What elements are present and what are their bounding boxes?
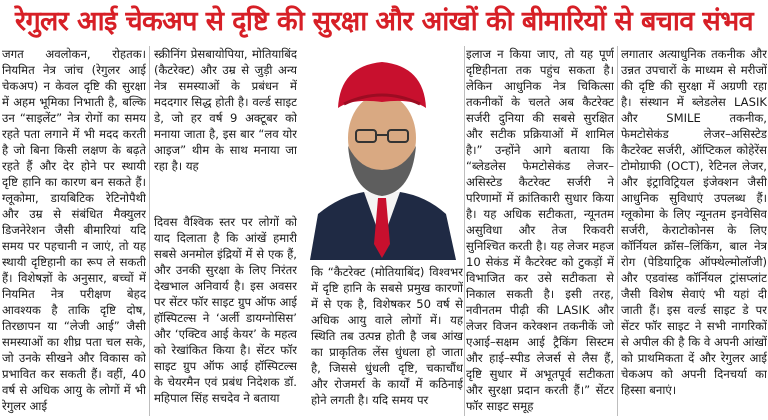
- article-paragraph: इलाज न किया जाए, तो यह पूर्ण दृष्टिहीनता तक पहुंच सकता है। लेकिन आधुनिक नेत्र चिकित्सा तकनीकों के चलते अब कैटरेक्ट सर्जरी दुनिया की सबसे सुरक्षित और सटीक प्रक्रियाओं में शामिल है।” उन्होंने आगे बताया कि “ब्लेडलेस फेमटोसेकंड लेजर–असिस्टेड कैटरेक्ट सर्जरी ने परिणामों में क्रांतिकारी सुधार किया है। यह अधिक सटीकता, न्यूनतम असुविधा और तेज रिकवरी सुनिश्चित करती है। यह लेजर महज 10 सेकंड में कैटरेक्ट को टुकड़ों में विभाजित कर उसे सटीकता से निकाल सकती है। इसी तरह, नवीनतम पीढ़ी की LASIK और लेजर विजन करेक्शन तकनीकें जो एआई–सक्षम आई ट्रैकिंग सिस्टम और हाई–स्पीड लेजर्स से लैस हैं, दृष्टि सुधार में अभूतपूर्व सटीकता और सुरक्षा प्रदान करती हैं।” सेंटर फॉर साइट समूह: [466, 47, 614, 413]
- article-paragraph: दिवस वैश्विक स्तर पर लोगों को याद दिलाता है कि आंखें हमारी सबसे अनमोल इंद्रियों में से एक हैं, और उनकी सुरक्षा के लिए निरंतर देखभाल अनिवार्य है। इस अवसर पर सेंटर फॉर साइट ग्रुप ऑफ आई हॉस्पिटल्स ने ‘अर्ली डायग्नोसिस’ और ‘एक्टिव आई केयर’ के महत्व को रेखांकित किया है। सेंटर फॉर साइट ग्रुप ऑफ आई हॉस्पिटल्स के चेयरमैन एवं प्रबंध निदेशक डॉ. महिपाल सिंह सचदेव ने बताया: [154, 215, 297, 405]
- column-divider: [464, 46, 465, 416]
- article-paragraph: कि “कैटरेक्ट (मोतियाबिंद) विश्वभर में दृष्टि हानि के सबसे प्रमुख कारणों में से एक है, विशेषकर 50 वर्ष से अधिक आयु वाले लोगों में। यह स्थिति तब उत्पन्न होती है जब आंख का प्राकृतिक लेंस धुंधला हो जाता है, जिससे धुंधली दृष्टि, चकाचौंध और रोजमर्रा के कार्यों में कठिनाई होने लगती है। यदि समय पर: [311, 265, 463, 407]
- column-divider: [617, 46, 618, 416]
- column-divider: [149, 46, 150, 416]
- article-column-4: [466, 46, 614, 420]
- article-column-3: [311, 264, 463, 420]
- portrait-illustration: [300, 46, 463, 260]
- article-paragraph: जगत अवलोकन, रोहतक। नियमित नेत्र जांच (रेगुलर आई चेकअप) न केवल दृष्टि की सुरक्षा में अहम भूमिका निभाती है, बल्कि उन “साइलेंट” नेत्र रोगों का समय रहते पता लगाने में भी मदद करती है जो बिना किसी लक्षण के बढ़ते रहते हैं और देर होने पर स्थायी दृष्टि हानि का कारण बन सकते हैं। ग्लूकोमा, डायबिटिक रेटिनोपैथी और उम्र से संबंधित मैक्युलर डिजनेरेशन जैसी बीमारियां यदि समय पर पहचानी न जाएं, तो यह स्थायी दृष्टिहानी का रूप ले सकती हैं। विशेषज्ञों के अनुसार, बच्चों में नियमित नेत्र परीक्षण बेहद आवश्यक है ताकि दृष्टि दोष, तिरछापन या “लेजी आई” जैसी समस्याओं का शीघ्र पता चल सके, जो उनके सीखने और विकास को प्रभावित कर सकती हैं। वहीं, 40 वर्ष से अधिक आयु के लोगों में भी रेगुलर आई: [2, 47, 146, 413]
- article-paragraph: स्क्रीनिंग प्रेसबायोपिया, मोतियाबिंद (कैटरेक्ट) और उम्र से जुड़ी अन्य नेत्र समस्याओं के प्रबंधन में मददगार सिद्ध होती है। वर्ल्ड साइट डे, जो हर वर्ष 9 अक्टूबर को मनाया जाता है, इस बार “लव योर आइज” थीम के साथ मनाया जा रहा है। यह: [154, 47, 297, 173]
- doctor-portrait-photo: [300, 46, 463, 260]
- headline: रेगुलर आई चेकअप से दृष्टि की सुरक्षा और आंखों की बीमारियों से बचाव संभव: [15, 6, 753, 37]
- article-column-1: [2, 46, 146, 420]
- article-paragraph: लगातार अत्याधुनिक तकनीक और उन्नत उपचारों के माध्यम से मरीजों की दृष्टि की सुरक्षा में अग्रणी रहा है। संस्थान में ब्लेडलेस LASIK और SMILE तकनीक, फेमटोसेकंड लेजर–असिस्टेड कैटरेक्ट सर्जरी, ऑप्टिकल कोहेरेंस टोमोग्राफी (OCT), रेटिनल लेजर, और इंट्राविट्रियल इंजेक्शन जैसी आधुनिक सुविधाएं उपलब्ध हैं। ग्लूकोमा के लिए न्यूनतम इनवेसिव सर्जरी, केराटोकोनस के लिए कॉर्नियल क्रॉस–लिंकिंग, बाल नेत्र रोग (पेडियाट्रिक ऑफ्थेल्मोलॉजी) और एडवांस्ड कॉर्नियल ट्रांसप्लांट जैसी विशेष सेवाएं भी यहां दी जाती हैं। इस वर्ल्ड साइट डे पर सेंटर फॉर साइट ने सभी नागरिकों से अपील की है कि वे अपनी आंखों को प्राथमिकता दें और रेगुलर आई चेकअप को अपनी दिनचर्या का हिस्सा बनाएं।: [621, 47, 767, 397]
- article-column-2-top: [154, 46, 297, 214]
- article-column-5: [621, 46, 767, 420]
- article-column-2-bottom: [154, 214, 297, 420]
